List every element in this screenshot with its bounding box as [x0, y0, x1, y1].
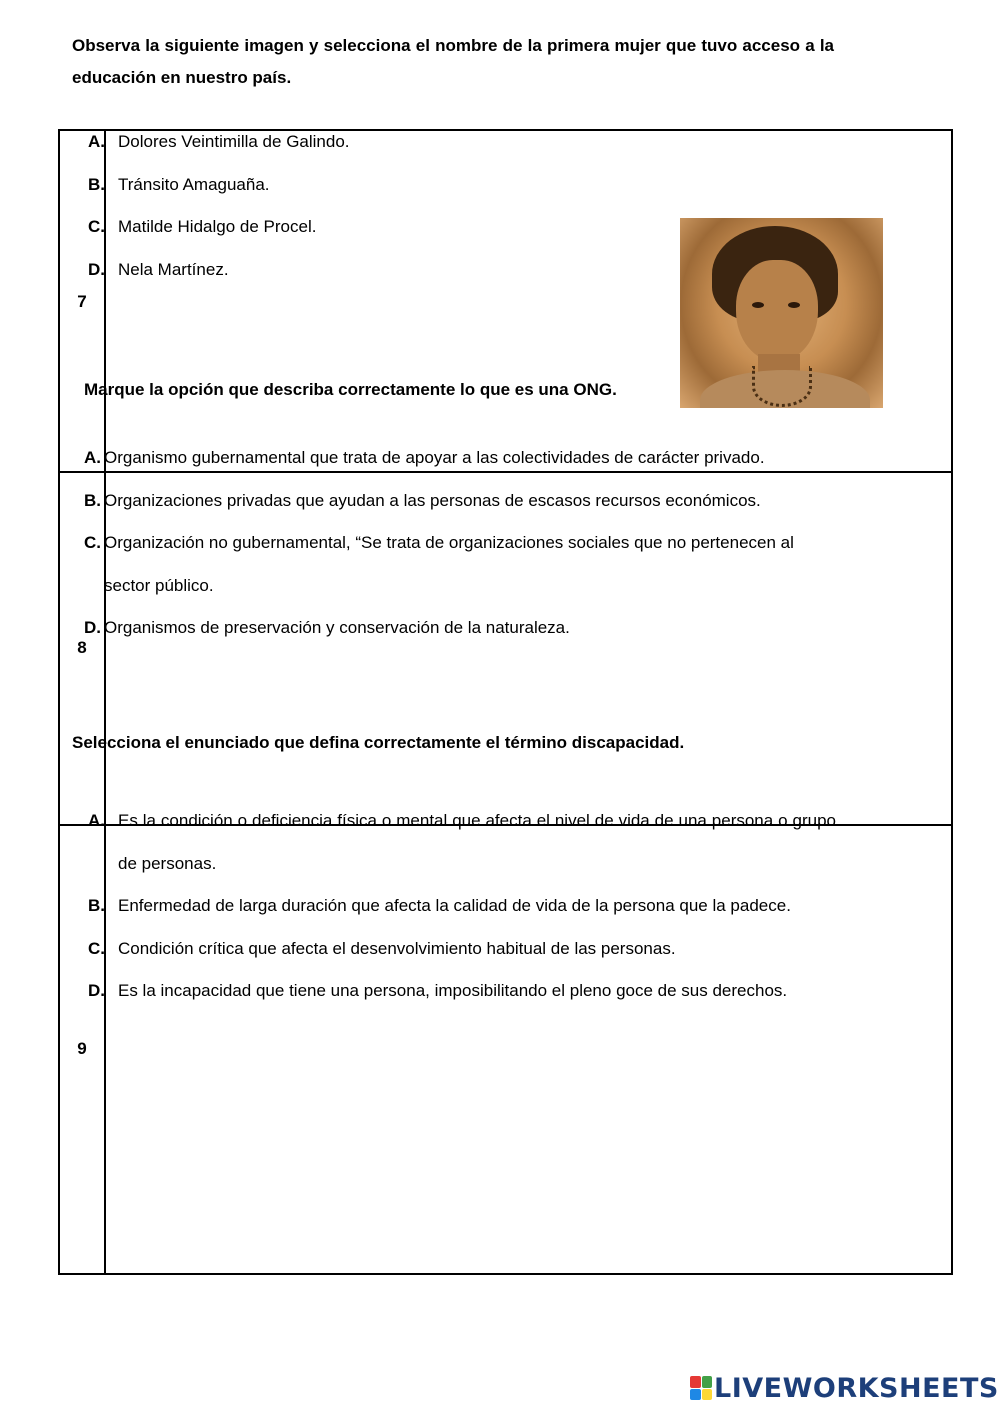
question-number: 8	[77, 638, 87, 657]
options-list	[88, 128, 568, 298]
question-prompt: Marque la opción que describa correctamente lo que es una ONG.	[84, 380, 617, 399]
options-list	[84, 437, 844, 650]
option-letter: D.	[88, 259, 105, 279]
option-a[interactable]	[88, 800, 836, 885]
option-text: Tránsito Amaguaña.	[118, 174, 270, 194]
option-d[interactable]	[88, 256, 568, 299]
question-prompt: Observa la siguiente imagen y selecciona el nombre de la primera mujer que tuvo acceso a la educación en nuestro país.	[72, 36, 834, 87]
option-letter: A.	[88, 132, 105, 151]
option-letter: B.	[88, 896, 105, 915]
option-letter: B.	[88, 174, 105, 194]
option-text: Es la condición o deficiencia física o mental que afecta el nivel de vida de una persona o grupo de personas.	[118, 811, 836, 873]
option-a[interactable]	[84, 437, 844, 480]
option-letter: D.	[84, 618, 101, 637]
option-text: Matilde Hidalgo de Procel.	[118, 217, 317, 236]
liveworksheets-logo-icon	[690, 1376, 712, 1400]
question-table	[58, 129, 953, 1275]
option-letter: D.	[88, 981, 105, 1000]
option-c[interactable]	[88, 928, 836, 971]
question-prompt: Selecciona el enunciado que defina correctamente el término discapacidad.	[72, 733, 685, 752]
option-text: Condición crítica que afecta el desenvolvimiento habitual de las personas.	[118, 938, 676, 958]
option-text: Organismo gubernamental que trata de apoyar a las colectividades de carácter privado.	[104, 448, 765, 467]
option-letter: B.	[84, 490, 101, 510]
option-text: Es la incapacidad que tiene una persona, imposibilitando el pleno goce de sus derechos.	[118, 981, 788, 1000]
option-letter: A.	[88, 811, 105, 830]
logo-text: LIVEWORKSHEETS	[714, 1372, 999, 1404]
option-a[interactable]	[88, 128, 568, 171]
option-b[interactable]	[84, 480, 844, 523]
option-letter: C.	[84, 533, 101, 552]
option-b[interactable]	[88, 885, 836, 928]
option-d[interactable]	[88, 970, 836, 1013]
question-number: 7	[77, 292, 87, 311]
option-text: Enfermedad de larga duración que afecta la calidad de vida de la persona que la padece.	[118, 896, 791, 915]
option-text: Nela Martínez.	[118, 259, 229, 279]
option-d[interactable]	[84, 607, 844, 650]
options-list	[88, 800, 836, 1013]
option-text: Organizaciones privadas que ayudan a las personas de escasos recursos económicos.	[104, 490, 761, 510]
option-letter: A.	[84, 448, 101, 467]
option-text: Dolores Veintimilla de Galindo.	[118, 132, 350, 151]
option-c[interactable]	[84, 522, 844, 607]
option-text: Organismos de preservación y conservación de la naturaleza.	[104, 618, 570, 637]
liveworksheets-logo	[690, 1374, 999, 1402]
option-c[interactable]	[88, 213, 568, 256]
question-number: 9	[77, 1039, 87, 1058]
option-text: Organización no gubernamental, “Se trata de organizaciones sociales que no pertenecen al sector público.	[104, 533, 794, 595]
option-b[interactable]	[88, 171, 568, 214]
option-letter: C.	[88, 217, 105, 236]
option-letter: C.	[88, 938, 105, 958]
